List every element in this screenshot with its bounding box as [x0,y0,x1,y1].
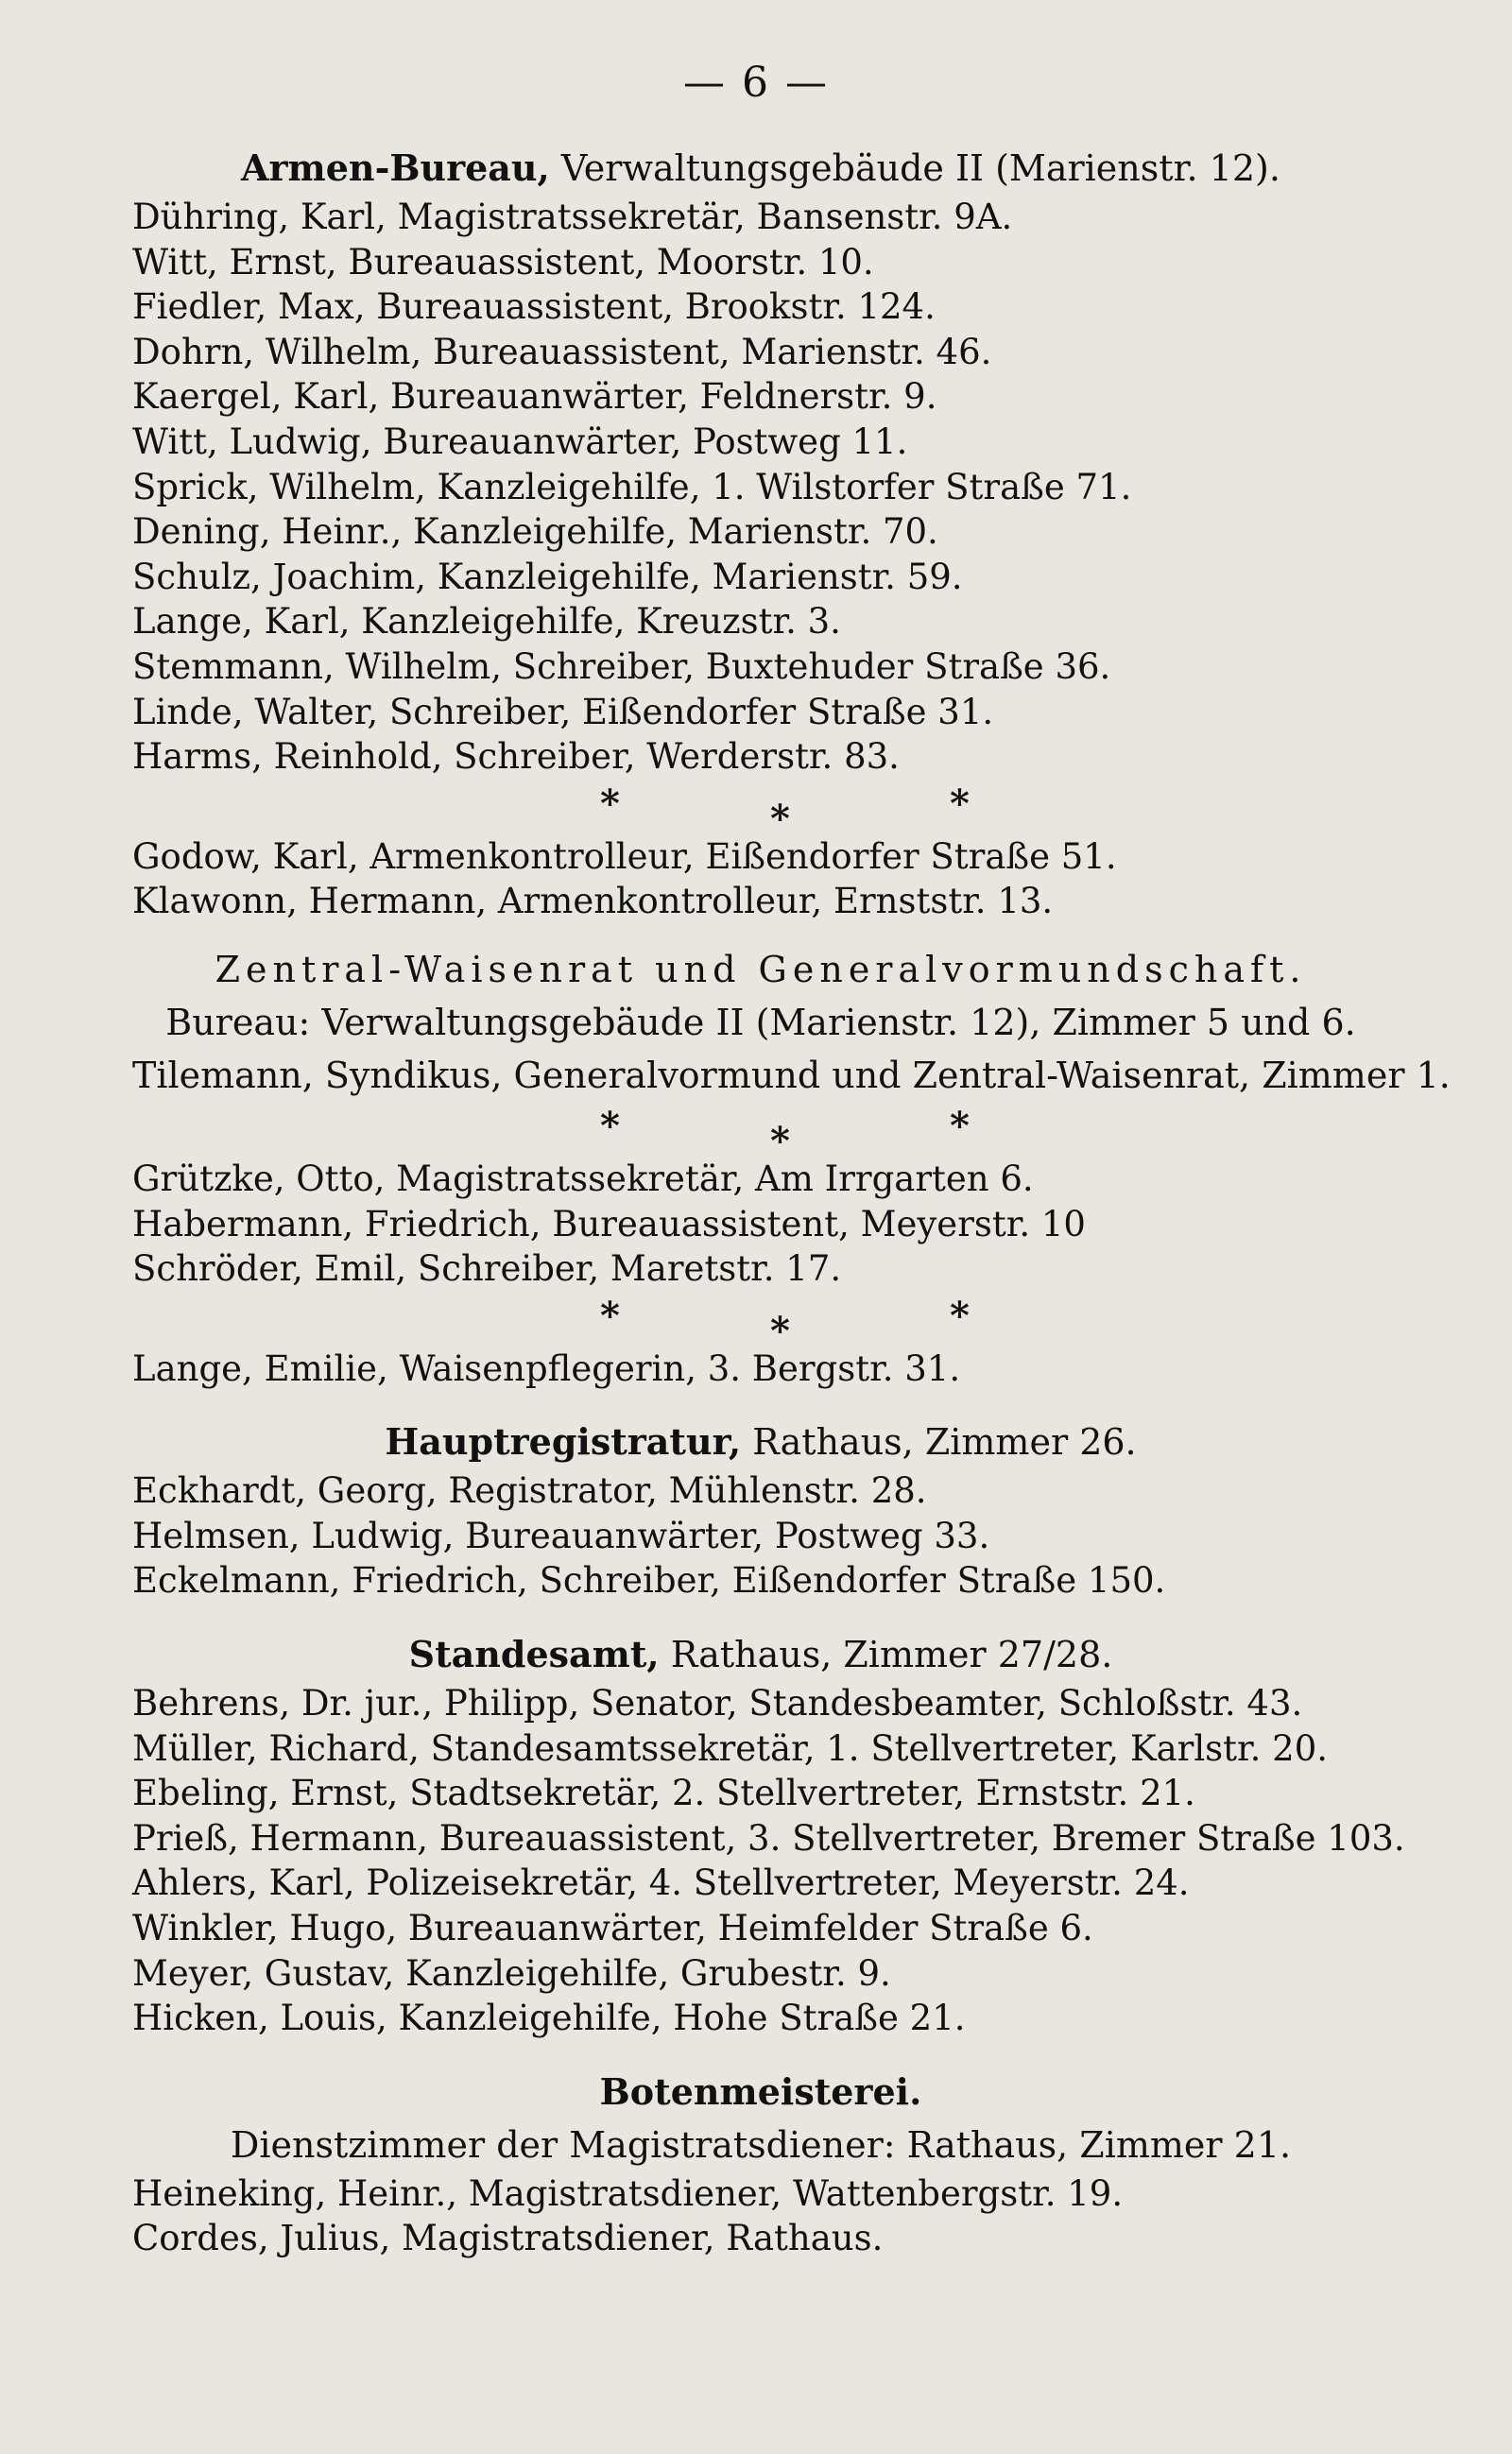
section-botenmeisterei [132,2066,1389,2261]
asterisk-separator [132,780,1389,841]
list-entry: Hicken, Louis, Kanzleigehilfe, Hohe Straße 21. [132,1998,966,2039]
list-entry: Kaergel, Karl, Bureauanwärter, Feldnerstr. 9. [132,376,937,418]
list-entry: Dohrn, Wilhelm, Bureauassistent, Marienstr. 46. [132,331,992,372]
list-entry: Heineking, Heinr., Magistratsdiener, Wattenbergstr. 19. [132,2172,1124,2214]
asterisk: * [770,1118,790,1163]
list-entry: Helmsen, Ludwig, Bureauanwärter, Postweg 33. [132,1515,990,1556]
section-heading [132,2066,1389,2119]
list-entry: Winkler, Hugo, Bureauanwärter, Heimfelder Straße 6. [132,1908,1093,1949]
office-line: Dienstzimmer der Magistratsdiener: Rathaus, Zimmer 21. [230,2123,1292,2166]
list-entry: Lange, Karl, Kanzleigehilfe, Kreuzstr. 3. [132,601,841,643]
list-entry: Sprick, Wilhelm, Kanzleigehilfe, 1. Wilstorfer Straße 71. [132,466,1132,507]
page-content [132,142,1451,2261]
list-entry: Witt, Ludwig, Bureauanwärter, Postweg 11. [132,420,908,462]
section-heading [132,142,1389,195]
list-entry: Müller, Richard, Standesamtssekretär, 1. Stellvertreter, Karlstr. 20. [132,1727,1329,1769]
heading-rest-part: Verwaltungsgebäude II (Marienstr. 12). [549,147,1280,189]
list-entry: Ahlers, Karl, Polizeisekretär, 4. Stellvertreter, Meyerstr. 24. [132,1862,1190,1904]
list-entry: Behrens, Dr. jur., Philipp, Senator, Standesbeamter, Schloßstr. 43. [132,1683,1303,1725]
asterisk-separator [132,1292,1389,1353]
section-zentral-waisenrat [132,943,1451,1391]
list-entry: Witt, Ernst, Bureauassistent, Moorstr. 10. [132,241,874,283]
list-entry: Eckelmann, Friedrich, Schreiber, Eißendorfer Straße 150. [132,1560,1166,1602]
asterisk: * [950,1293,970,1338]
asterisk: * [600,1103,620,1148]
asterisk: * [950,1103,970,1148]
list-entry: Meyer, Gustav, Kanzleigehilfe, Grubestr. 9. [132,1952,891,1994]
heading-rest-part: Rathaus, Zimmer 27/28. [659,1634,1113,1676]
asterisk-separator [132,1102,1389,1163]
heading-rest-part: Rathaus, Zimmer 26. [741,1421,1137,1464]
section-armen-bureau [132,142,1389,924]
asterisk: * [600,1293,620,1338]
list-entry: Schröder, Emil, Schreiber, Maretstr. 17. [132,1248,842,1290]
list-entry: Harms, Reinhold, Schreiber, Werderstr. 83. [132,736,900,778]
section-heading [132,1416,1389,1468]
list-entry: Dühring, Karl, Magistratssekretär, Bansenstr. 9A. [132,197,1013,237]
heading-bold-part: Botenmeisterei. [599,2069,922,2113]
list-entry: Ebeling, Ernst, Stadtsekretär, 2. Stellvertreter, Ernststr. 21. [132,1773,1195,1814]
list-entry: Dening, Heinr., Kanzleigehilfe, Marienstr. 70. [132,511,938,553]
asterisk: * [770,796,790,841]
list-entry: Linde, Walter, Schreiber, Eißendorfer Straße 31. [132,691,994,732]
list-entry: Klawonn, Hermann, Armenkontrolleur, Ernststr. 13. [132,881,1054,922]
list-entry: Schulz, Joachim, Kanzleigehilfe, Marienstr. 59. [132,556,963,597]
asterisk: * [770,1308,790,1353]
list-entry: Godow, Karl, Armenkontrolleur, Eißendorfer Straße 51. [132,835,1117,877]
section-standesamt [132,1628,1405,2041]
head-official-line: Tilemann, Syndikus, Generalvormund und Zentral-Waisenrat, Zimmer 1. [132,1054,1451,1096]
list-entry: Stemmann, Wilhelm, Schreiber, Buxtehuder Straße 36. [132,645,1111,687]
bureau-line: Bureau: Verwaltungsgebäude II (Marienstr. 12), Zimmer 5 und 6. [165,1001,1356,1043]
list-entry: Fiedler, Max, Bureauassistent, Brookstr. 124. [132,286,936,328]
section-heading [132,1628,1389,1681]
section-heading: Zentral-Waisenrat und Generalvormundschaft. [215,948,1307,990]
list-entry: Cordes, Julius, Magistratsdiener, Rathaus. [132,2218,884,2259]
list-entry: Prieß, Hermann, Bureauassistent, 3. Stellvertreter, Bremer Straße 103. [132,1817,1405,1859]
page-number: — 6 — [683,59,829,107]
list-entry: Eckhardt, Georg, Registrator, Mühlenstr. 28. [132,1470,927,1512]
list-entry: Habermann, Friedrich, Bureauassistent, Meyerstr. 10 [132,1203,1086,1244]
heading-bold-part: Armen-Bureau, [241,146,550,189]
list-entry: Grützke, Otto, Magistratssekretär, Am Irrgarten 6. [132,1158,1034,1199]
asterisk: * [600,781,620,826]
heading-bold-part: Hauptregistratur, [385,1420,742,1464]
asterisk: * [950,781,970,826]
list-entry: Lange, Emilie, Waisenpflegerin, 3. Bergstr. 31. [132,1347,961,1389]
section-hauptregistratur [132,1416,1389,1604]
heading-bold-part: Standesamt, [408,1633,660,1676]
